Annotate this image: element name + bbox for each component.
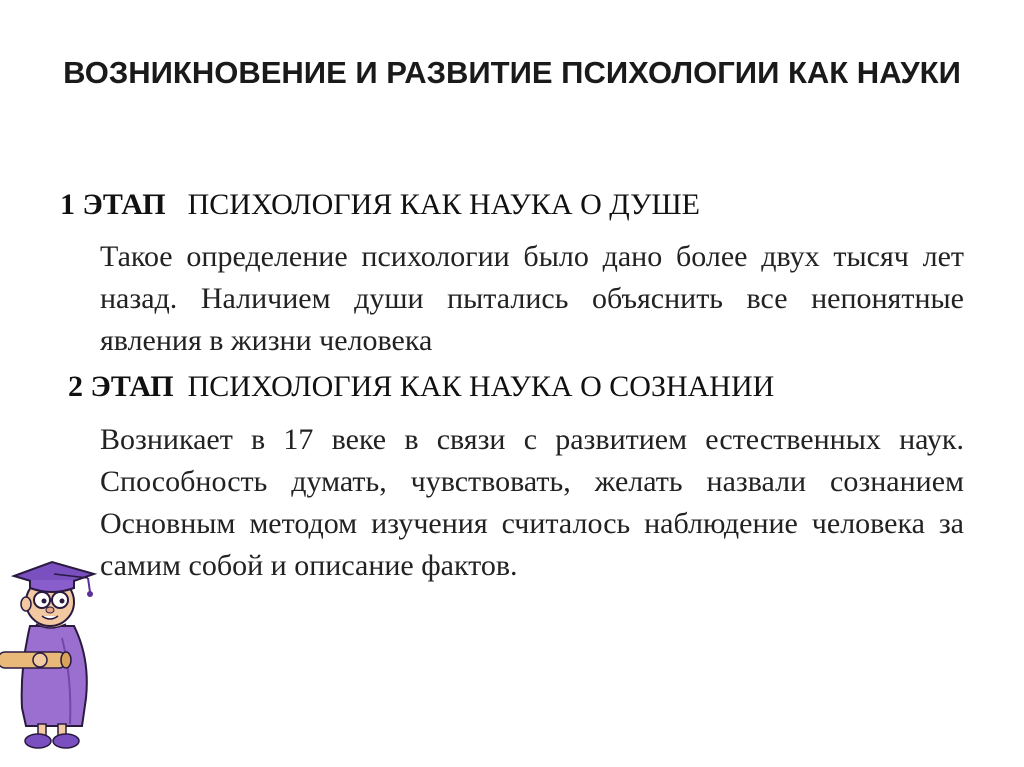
stage-1-number: 1 ЭТАП [60, 188, 166, 221]
stage-2-number: 2 ЭТАП [68, 370, 174, 403]
stage-2-title: ПСИХОЛОГИЯ КАК НАУКА О СОЗНАНИИ [187, 370, 775, 403]
stage-2-description: Возникает в 17 веке в связи с развитием естественных наук. Способность думать, чувствовать, желать назвали сознанием Основным методом изучения считалось наблюдение человека за самим собой и описание фактов. [100, 423, 964, 582]
slide-title: ВОЗНИКНОВЕНИЕ И РАЗВИТИЕ ПСИХОЛОГИИ КАК НАУКИ [63, 55, 961, 90]
stage-1-heading [60, 188, 700, 222]
professor-cartoon-illustration [0, 548, 110, 758]
stage-1-title: ПСИХОЛОГИЯ КАК НАУКА О ДУШЕ [187, 188, 700, 221]
stage-2-heading [68, 370, 774, 404]
stage-1-description: Такое определение психологии было дано более двух тысяч лет назад. Наличием души пытались объяснить все непонятные явления в жизни человека [100, 240, 964, 357]
